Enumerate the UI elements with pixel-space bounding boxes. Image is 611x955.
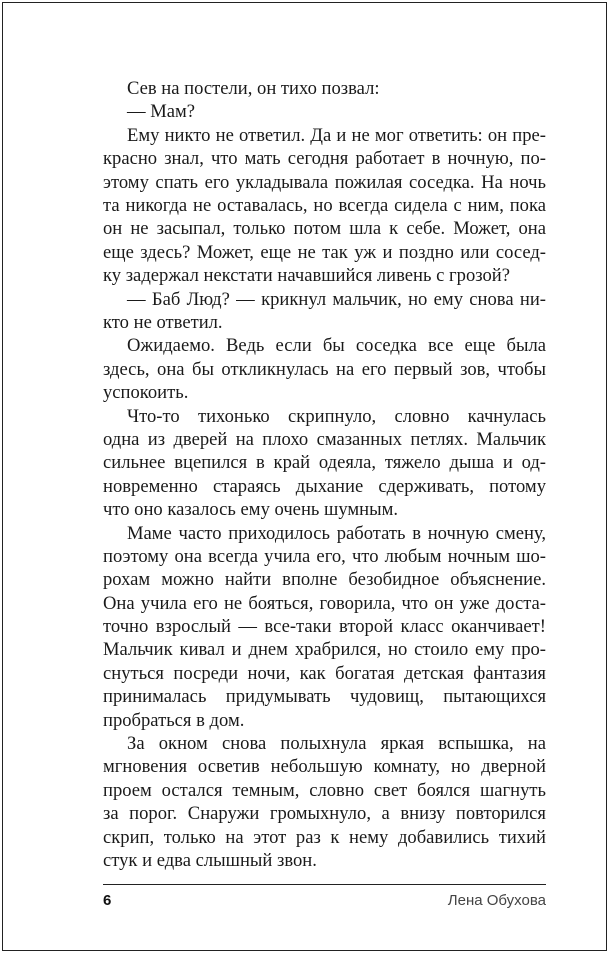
text-line: та никогда не оставалась, но всегда сидела с ним, пока — [103, 194, 546, 216]
running-header-author: Лена Обухова — [447, 892, 546, 909]
text-line: Мальчик кивал и днем храбрился, но стоило ему про- — [103, 639, 546, 661]
text-line: Что-то тихонько скрипнуло, словно качнулась — [127, 405, 546, 427]
text-line: поэтому она всегда учила его, что любым ночным шо- — [103, 545, 546, 567]
text-line: одна из дверей на плохо смазанных петлях. Мальчик — [103, 428, 546, 450]
text-line: рохам можно найти вполне безобидное объяснение. — [103, 569, 546, 591]
text-line: стук и едва слышный звон. — [103, 850, 317, 871]
text-line: точно взрослый — все-таки второй класс оканчивает! — [103, 616, 546, 638]
text-line: он не засыпал, только потом шла к себе. Может, она — [103, 218, 546, 240]
text-line: скрип, только на этот раз к нему добавились тихий — [103, 826, 546, 848]
text-line: Маме часто приходилось работать в ночную смену, — [127, 522, 546, 544]
text-line: кто не ответил. — [103, 311, 223, 333]
text-line: снуться посреди ночи, как богатая детская фантазия — [103, 662, 546, 684]
body-text — [103, 77, 546, 872]
text-line: Она учила его не бояться, говорила, что он уже доста- — [103, 592, 546, 614]
text-line: — Баб Люд? — крикнул мальчик, но ему снова ни- — [127, 288, 546, 310]
text-line: здесь, она бы откликнулась на его первый зов, чтобы — [103, 358, 546, 380]
text-line: за порог. Снаружи громыхнуло, а внизу повторился — [103, 803, 546, 825]
text-line: что оно казалось ему очень шумным. — [103, 499, 399, 521]
page-number: 6 — [103, 892, 112, 909]
text-line: — Мам? — [127, 101, 196, 123]
text-line: новременно стараясь дыхание сдерживать, потому — [103, 475, 546, 497]
text-line: Сев на постели, он тихо позвал: — [127, 78, 380, 99]
text-line: сильнее вцепился в край одеяла, тяжело дыша и од- — [103, 452, 546, 474]
text-line: проем остался темным, словно свет боялся шагнуть — [103, 779, 546, 801]
text-line: успокоить. — [103, 382, 189, 404]
text-line: За окном снова полыхнула яркая вспышка, на — [127, 733, 546, 755]
text-line: красно знал, что мать сегодня работает в ночную, по- — [103, 148, 546, 170]
text-line: Ожидаемо. Ведь если бы соседка все еще была — [127, 335, 546, 357]
text-line: пробраться в дом. — [103, 709, 245, 731]
text-line: Ему никто не ответил. Да и не мог ответить: он пре- — [127, 124, 546, 146]
text-line: еще здесь? Может, еще не так уж и поздно или сосед- — [103, 241, 546, 263]
text-line: ку задержал некстати начавшийся ливень с грозой? — [103, 265, 510, 287]
text-line: принималась придумывать чудовищ, пытающихся — [103, 686, 546, 708]
text-line: этому спать его укладывала пожилая соседка. На ночь — [103, 171, 546, 193]
text-line: мгновения осветив небольшую комнату, но дверной — [103, 756, 546, 778]
footer-rule — [103, 884, 546, 885]
